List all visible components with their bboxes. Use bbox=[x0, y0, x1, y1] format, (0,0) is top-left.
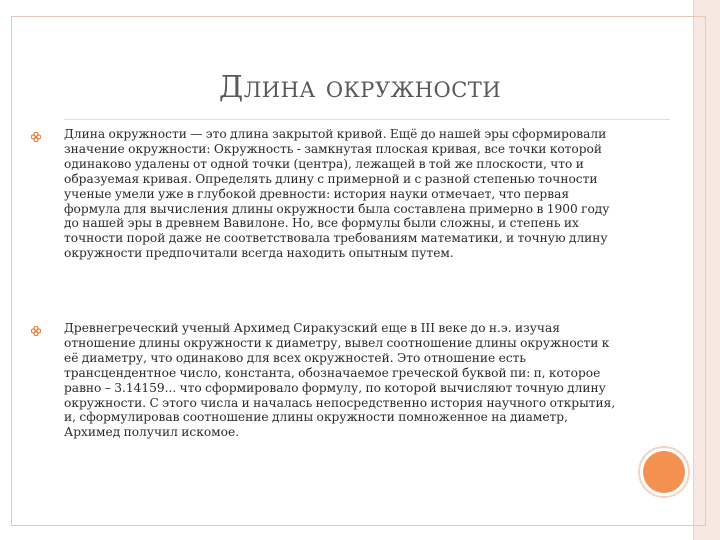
slide-title: Длина окружности bbox=[218, 70, 502, 105]
paragraph-circumference-definition: Длина окружности — это длина закрытой кривой. Ещё до нашей эры сформировали значение окружности: Окружность - замкнутая плоская кривая, все точки которой одинаково удалены от одной точки (центра), лежащей в той же плоскости, что и образуемая кривая. Определять длину с примерной и с разной степенью точности ученые умели уже в глубокой древности: история науки отмечает, что первая формула для вычисления длины окружности была составлена примерно в 1900 году до нашей эры в древнем Вавилоне. Но, все формулы были сложны, и степень их точности порой даже не соответствовала требованиям математики, и точную длину окружности предпочитали всегда находить опытным путем. bbox=[64, 127, 610, 261]
flower-bullet-icon bbox=[31, 132, 41, 142]
flower-bullet-icon bbox=[31, 326, 41, 336]
paragraph-archimedes: Древнегреческий ученый Архимед Сиракузский еще в III веке до н.э. изучая отношение длины окружности к диаметру, вывел соотношение длины окружности к её диаметру, что одинаково для всех окружностей. Это отношение есть трансцендентное число, константа, обозначаемое греческой буквой пи: π, которое равно – 3.14159... что сформировало формулу, по которой вычисляют точную длину окружности. С этого числа и началась непосредственно история научного открытия, и, сформулировав соотношение длины окружности помноженное на диаметр, Архимед получил искомое. bbox=[64, 321, 616, 440]
title-divider bbox=[64, 119, 670, 120]
orange-circle-ornament bbox=[643, 451, 685, 493]
